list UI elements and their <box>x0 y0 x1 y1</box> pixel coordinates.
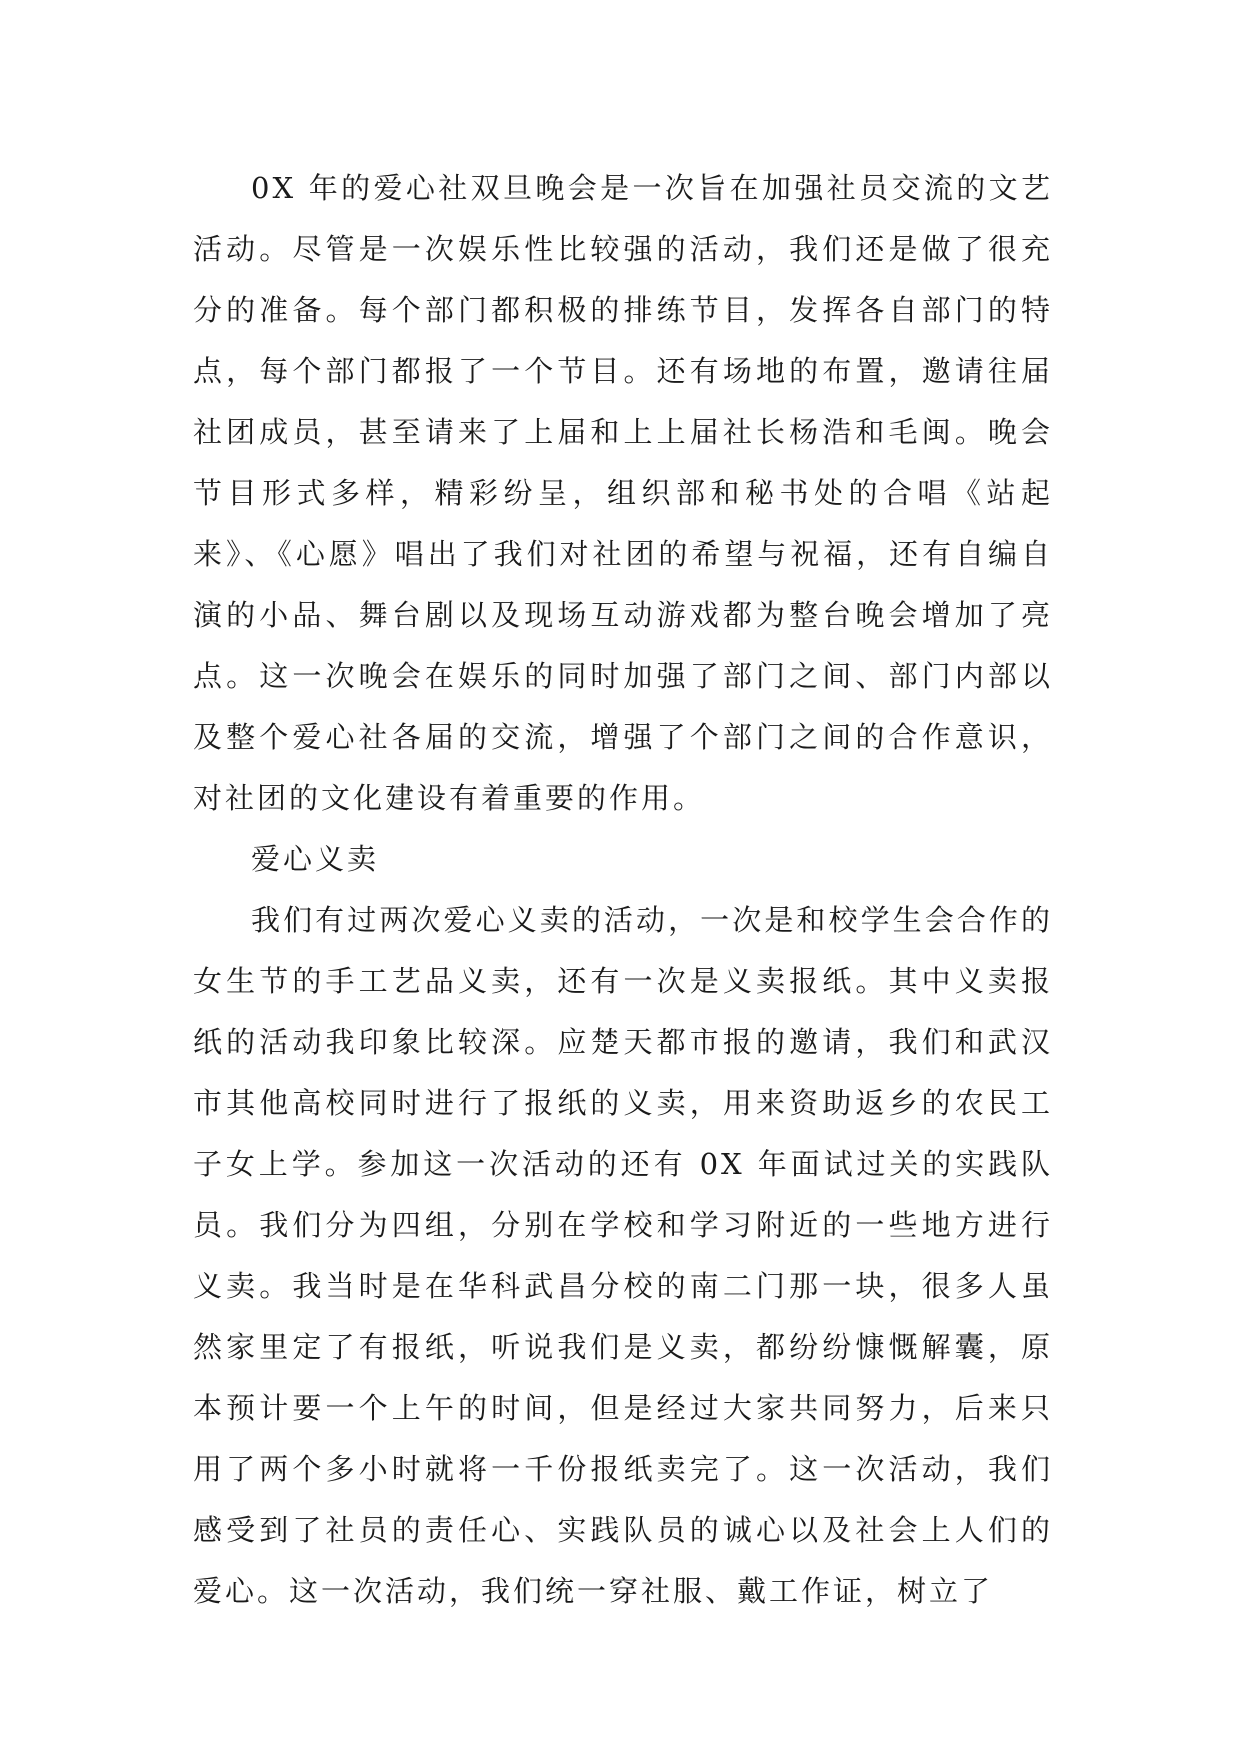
document-body <box>193 158 1053 1622</box>
paragraph-charity-sale: 我们有过两次爱心义卖的活动，一次是和校学生会合作的女生节的手工艺品义卖，还有一次是义卖报纸。其中义卖报纸的活动我印象比较深。应楚天都市报的邀请，我们和武汉市其他高校同时进行了报纸的义卖，用来资助返乡的农民工子女上学。参加这一次活动的还有 0X 年面试过关的实践队员。我们分为四组，分别在学校和学习附近的一些地方进行义卖。我当时是在华科武昌分校的南二门那一块，很多人虽然家里定了有报纸，听说我们是义卖，都纷纷慷慨解囊，原本预计要一个上午的时间，但是经过大家共同努力，后来只用了两个多小时就将一千份报纸卖完了。这一次活动，我们感受到了社员的责任心、实践队员的诚心以及社会上人们的爱心。这一次活动，我们统一穿社服、戴工作证，树立了 <box>193 903 1053 1608</box>
paragraph-gala: 0X 年的爱心社双旦晚会是一次旨在加强社员交流的文艺活动。尽管是一次娱乐性比较强的活动，我们还是做了很充分的准备。每个部门都积极的排练节目，发挥各自部门的特点，每个部门都报了一个节目。还有场地的布置，邀请往届社团成员，甚至请来了上届和上上届社长杨浩和毛闽。晚会节目形式多样，精彩纷呈，组织部和秘书处的合唱《站起来》、《心愿》唱出了我们对社团的希望与祝福，还有自编自演的小品、舞台剧以及现场互动游戏都为整台晚会增加了亮点。这一次晚会在娱乐的同时加强了部门之间、部门内部以及整个爱心社各届的交流，增强了个部门之间的合作意识，对社团的文化建设有着重要的作用。 <box>193 171 1053 815</box>
section-heading-charity-sale: 爱心义卖 <box>251 842 380 876</box>
